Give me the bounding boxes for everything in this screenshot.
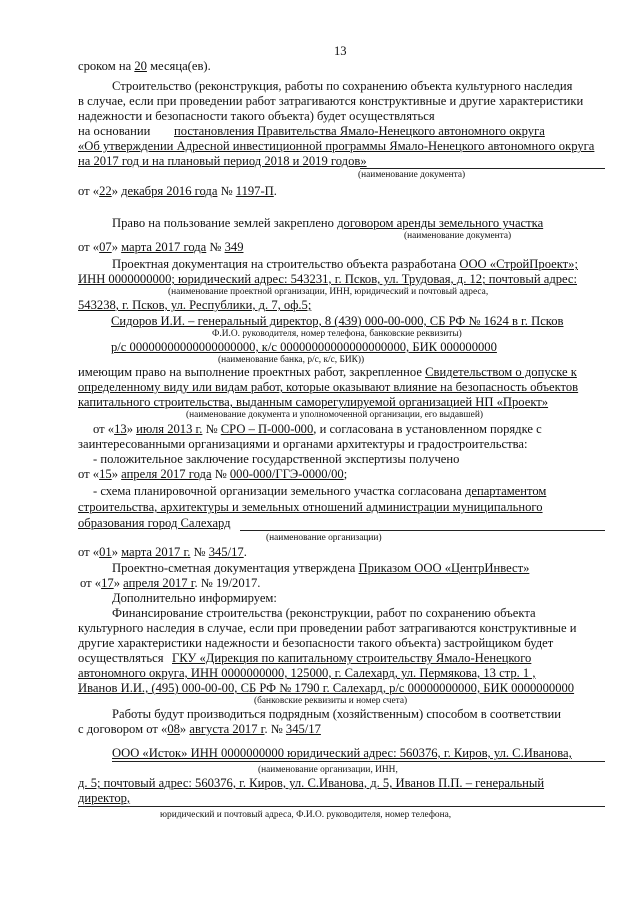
underline-rule: [78, 806, 605, 807]
field-caption: (наименование организации, ИНН,: [258, 765, 398, 775]
underline-rule: [240, 530, 605, 531]
paragraph-line: Финансирование строительства (реконструкции, работ по сохранению объекта: [112, 606, 536, 620]
paragraph-line: - положительное заключение государственной экспертизы получено: [93, 452, 460, 466]
land-right-line: Право на пользование землей закреплено договором аренды земельного участка: [112, 216, 544, 230]
paragraph-line: заинтересованными организациями и органами архитектуры и градостроительства:: [78, 437, 528, 451]
paragraph-line: Проектная документация на строительство объекта разработана ООО «СтройПроект»;: [112, 257, 578, 271]
field-caption: (банковские реквизиты и номер счета): [254, 696, 408, 706]
field-caption: (наименование банка, р/с, к/с, БИК)): [218, 355, 365, 365]
field-caption: (наименование организации): [266, 533, 382, 543]
contractor-requisites: д. 5; почтовый адрес: 560376, г. Киров, ул. С.Иванова, д. 5, Иванов П.П. – генеральный: [78, 776, 545, 790]
approving-organization: строительства, архитектуры и земельных отношений администрации муниципального: [78, 500, 543, 514]
approving-organization: образования город Салехард: [78, 516, 231, 530]
date-line: от «15» апреля 2017 года № 000-000/ГГЭ-0000/00;: [78, 467, 348, 481]
paragraph-line: Дополнительно информируем:: [112, 591, 277, 605]
date-line: от «07» марта 2017 года № 349: [78, 240, 244, 254]
paragraph-line: - схема планировочной организации земельного участка согласована департаментом: [93, 484, 547, 498]
paragraph-line: в случае, если при проведении работ затрагиваются конструктивные и другие характеристики: [78, 94, 584, 108]
field-caption: (наименование проектной организации, ИНН, юридический и почтовый адреса,: [168, 287, 489, 297]
paragraph-line: имеющим право на выполнение проектных работ, закрепленное Свидетельством о допуске к: [78, 365, 577, 379]
developer-requisites: автономного округа, ИНН 0000000000, 125000, г. Салехард, ул. Пермякова, 13 стр. 1 ,: [78, 666, 536, 680]
field-caption: Ф.И.О. руководителя, номер телефона, банковские реквизиты): [212, 329, 462, 339]
underline-rule: [360, 168, 605, 169]
date-line: от «13» июля 2013 г. № СРО – П-000-000, и согласована в установленном порядке с: [93, 422, 542, 436]
field-caption: (наименование документа): [358, 170, 466, 180]
underline-rule: [112, 761, 605, 762]
designer-requisites: Сидоров И.И. – генеральный директор, 8 (439) 000-00-000, СБ РФ № 1624 в г. Псков: [111, 314, 564, 328]
certificate-name: капитального строительства, выданным саморегулируемой организацией НП «Проект»: [78, 395, 549, 409]
basis-line: на основании: [78, 124, 151, 138]
contractor-requisites: ООО «Исток» ИНН 0000000000 юридический адрес: 560376, г. Киров, ул. С.Иванова,: [112, 746, 572, 760]
paragraph-line: культурного наследия в случае, если при проведении работ затрагиваются конструктивные и: [78, 621, 577, 635]
basis-document-name: «Об утверждении Адресной инвестиционной программы Ямало-Ненецкого автономного округа: [78, 139, 595, 153]
paragraph-line: осуществляться: [78, 651, 164, 665]
paragraph-line: надежности и безопасности такого объекта) будет осуществляться: [78, 109, 435, 123]
certificate-name: определенному виду или видам работ, которые оказывают влияние на безопасность объектов: [78, 380, 579, 394]
basis-document-name: на 2017 год и на плановый период 2018 и 2019 годов»: [78, 154, 367, 168]
field-caption: юридический и почтовый адреса, Ф.И.О. руководителя, номер телефона,: [160, 810, 452, 820]
page-number: 13: [334, 44, 347, 58]
date-line: от «22» декабря 2016 года № 1197-П.: [78, 184, 277, 198]
paragraph-line: другие характеристики надежности и безопасности такого объекта) застройщиком будет: [78, 636, 554, 650]
designer-bank-details: р/с 00000000000000000000, к/с 00000000000000000000, БИК 000000000: [111, 340, 497, 354]
date-line: с договором от «08» августа 2017 г. № 345/17: [78, 722, 321, 736]
contractor-requisites: директор,: [78, 791, 131, 805]
date-line: от «17» апреля 2017 г. № 19/2017.: [80, 576, 261, 590]
date-line: от «01» марта 2017 г. № 345/17.: [78, 545, 247, 559]
paragraph-line: Проектно-сметная документация утверждена Приказом ООО «ЦентрИнвест»: [112, 561, 530, 575]
term-line: сроком на 20 месяца(ев).: [78, 59, 211, 73]
field-caption: (наименование документа и уполномоченной организации, его выдавшей): [186, 410, 483, 420]
basis-document-name: постановления Правительства Ямало-Ненецкого автономного округа: [174, 124, 545, 138]
field-caption: (наименование документа): [404, 231, 512, 241]
paragraph-line: Строительство (реконструкция, работы по сохранению объекта культурного наследия: [112, 79, 573, 93]
paragraph-line: Работы будут производиться подрядным (хозяйственным) способом в соответствии: [112, 707, 561, 721]
designer-requisites: 543238, г. Псков, ул. Республики, д. 7, оф.5;: [78, 298, 312, 312]
developer-requisites: ГКУ «Дирекция по капитальному строительству Ямало-Ненецкого: [172, 651, 532, 665]
developer-requisites: Иванов И.И., (495) 000-00-00, СБ РФ № 1790 г. Салехард, р/с 00000000000, БИК 0000000000: [78, 681, 575, 695]
designer-requisites: ИНН 0000000000; юридический адрес: 543231, г. Псков, ул. Трудовая, д. 12; почтовый адрес:: [78, 272, 578, 286]
